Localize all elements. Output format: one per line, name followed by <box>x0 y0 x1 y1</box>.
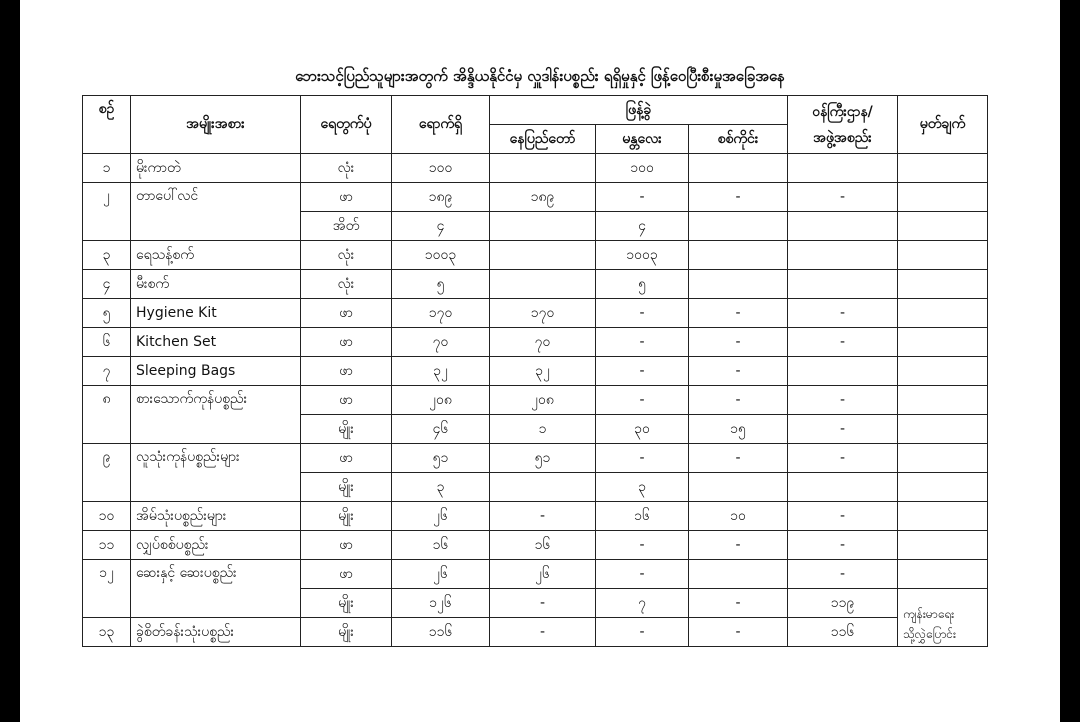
cell-ministry <box>788 241 898 270</box>
cell-ministry <box>788 357 898 386</box>
cell-remark <box>898 415 988 444</box>
cell-no: ၃ <box>83 241 131 270</box>
cell-ministry <box>788 212 898 241</box>
cell-received: ၄ <box>392 212 490 241</box>
cell-unit: မျိုး <box>301 473 392 502</box>
cell-ministry: ၁၁၉ <box>788 589 898 618</box>
cell-no: ၂ <box>83 183 131 241</box>
cell-no: ၉ <box>83 444 131 502</box>
cell-sagaing <box>689 241 788 270</box>
table-row <box>83 357 988 386</box>
cell-mandalay: ၃ <box>596 473 689 502</box>
cell-remark <box>898 183 988 212</box>
cell-no: ၁၃ <box>83 618 131 647</box>
cell-received: ၁၈၉ <box>392 183 490 212</box>
cell-no: ၁၀ <box>83 502 131 531</box>
cell-received: ၄၆ <box>392 415 490 444</box>
cell-remark <box>898 357 988 386</box>
cell-ministry: ၁၁၆ <box>788 618 898 647</box>
table-row <box>83 270 988 299</box>
cell-sagaing: - <box>689 357 788 386</box>
cell-unit: အိတ် <box>301 212 392 241</box>
cell-unit: ဖာ <box>301 444 392 473</box>
cell-ministry <box>788 270 898 299</box>
cell-received: ၃ <box>392 473 490 502</box>
cell-remark <box>898 444 988 473</box>
cell-item: အိမ်သုံးပစ္စည်းများ <box>131 502 301 531</box>
cell-item: မိုးကာတဲ <box>131 154 301 183</box>
document-title: ဘေးသင့်ပြည်သူများအတွက် အိန္ဒိယနိုင်ငံမှ လှူဒါန်းပစ္စည်း ရရှိမှုနှင့် ဖြန့်ဝေပြီးစီးမှုအခြေအနေ <box>295 67 785 85</box>
cell-naypyitaw: ၁၇၀ <box>490 299 596 328</box>
header-remarks: မှတ်ချက် <box>898 96 988 154</box>
cell-unit: ဖာ <box>301 560 392 589</box>
cell-unit: ဖာ <box>301 357 392 386</box>
cell-naypyitaw <box>490 241 596 270</box>
cell-naypyitaw: ၇၀ <box>490 328 596 357</box>
cell-received: ၁၆ <box>392 531 490 560</box>
cell-mandalay: ၁၆ <box>596 502 689 531</box>
cell-mandalay: - <box>596 299 689 328</box>
cell-sagaing: - <box>689 531 788 560</box>
cell-naypyitaw <box>490 473 596 502</box>
cell-ministry: - <box>788 560 898 589</box>
cell-ministry: - <box>788 299 898 328</box>
cell-sagaing: - <box>689 386 788 415</box>
cell-item: တာပေါ်လင် <box>131 183 301 241</box>
cell-sagaing <box>689 154 788 183</box>
cell-ministry: - <box>788 386 898 415</box>
cell-item: ရေသန့်စက် <box>131 241 301 270</box>
cell-mandalay: ၇ <box>596 589 689 618</box>
cell-ministry: - <box>788 531 898 560</box>
cell-naypyitaw: - <box>490 502 596 531</box>
cell-naypyitaw: ၂၆ <box>490 560 596 589</box>
cell-sagaing <box>689 560 788 589</box>
cell-remark <box>898 502 988 531</box>
remark-line2: သို့လွှဲပြောင်း <box>903 627 957 641</box>
cell-mandalay: ၄ <box>596 212 689 241</box>
cell-received: ၂၆ <box>392 560 490 589</box>
cell-item: စားသောက်ကုန်ပစ္စည်း <box>131 386 301 444</box>
cell-remark <box>898 270 988 299</box>
cell-naypyitaw <box>490 270 596 299</box>
cell-received: ၁၂၆ <box>392 589 490 618</box>
cell-sagaing <box>689 270 788 299</box>
header-naypyitaw: နေပြည်တော် <box>490 125 596 154</box>
cell-ministry <box>788 154 898 183</box>
cell-unit: ဖာ <box>301 299 392 328</box>
cell-mandalay: - <box>596 444 689 473</box>
cell-sagaing <box>689 473 788 502</box>
cell-mandalay: - <box>596 386 689 415</box>
cell-received: ၁၇၀ <box>392 299 490 328</box>
cell-unit: ဖာ <box>301 328 392 357</box>
cell-remark-health-transfer <box>898 589 988 647</box>
header-ministry-line1: ဝန်ကြီးဌာန/ <box>812 103 873 120</box>
cell-remark <box>898 473 988 502</box>
table-row <box>83 183 988 212</box>
cell-received: ၇၀ <box>392 328 490 357</box>
cell-no: ၆ <box>83 328 131 357</box>
cell-item: Kitchen Set <box>131 328 301 357</box>
cell-remark <box>898 386 988 415</box>
header-received: ရောက်ရှိ <box>392 96 490 154</box>
cell-ministry: - <box>788 328 898 357</box>
cell-no: ၈ <box>83 386 131 444</box>
cell-sagaing: - <box>689 589 788 618</box>
cell-unit: ဖာ <box>301 531 392 560</box>
cell-received: ၅၁ <box>392 444 490 473</box>
distribution-table <box>82 95 988 647</box>
cell-item: ဆေးနှင့် ဆေးပစ္စည်း <box>131 560 301 618</box>
cell-naypyitaw: ၁၈၉ <box>490 183 596 212</box>
cell-received: ၁၀၀ <box>392 154 490 183</box>
cell-unit: လုံး <box>301 241 392 270</box>
header-sagaing: စစ်ကိုင်း <box>689 125 788 154</box>
table-row <box>83 560 988 589</box>
cell-sagaing: ၁၅ <box>689 415 788 444</box>
cell-no: ၇ <box>83 357 131 386</box>
cell-item: Sleeping Bags <box>131 357 301 386</box>
table-row <box>83 502 988 531</box>
cell-naypyitaw: ၁ <box>490 415 596 444</box>
cell-mandalay: ၁၀၀ <box>596 154 689 183</box>
cell-mandalay: - <box>596 618 689 647</box>
cell-unit: ဖာ <box>301 386 392 415</box>
table-row <box>83 444 988 473</box>
table-row <box>83 328 988 357</box>
cell-ministry <box>788 473 898 502</box>
cell-unit: မျိုး <box>301 618 392 647</box>
cell-ministry: - <box>788 415 898 444</box>
cell-received: ၂၀၈ <box>392 386 490 415</box>
cell-unit: မျိုး <box>301 502 392 531</box>
cell-sagaing: ၁၀ <box>689 502 788 531</box>
cell-naypyitaw: ၁၆ <box>490 531 596 560</box>
table-row <box>83 241 988 270</box>
header-no: စဉ် <box>83 96 131 154</box>
cell-mandalay: - <box>596 560 689 589</box>
header-mandalay: မန္တလေး <box>596 125 689 154</box>
cell-no: ၁၂ <box>83 560 131 618</box>
cell-no: ၁၁ <box>83 531 131 560</box>
cell-naypyitaw: - <box>490 618 596 647</box>
cell-naypyitaw: ၃၂ <box>490 357 596 386</box>
header-ministry-line2: အဖွဲ့အစည်း <box>813 129 872 146</box>
table-row <box>83 386 988 415</box>
cell-remark <box>898 154 988 183</box>
cell-naypyitaw: - <box>490 589 596 618</box>
cell-sagaing: - <box>689 444 788 473</box>
cell-mandalay: - <box>596 531 689 560</box>
header-ministry <box>788 96 898 154</box>
cell-remark <box>898 328 988 357</box>
cell-remark <box>898 212 988 241</box>
cell-ministry: - <box>788 183 898 212</box>
table-row <box>83 154 988 183</box>
header-distributed: ဖြန့်ခွဲ <box>490 96 788 125</box>
cell-received: ၂၆ <box>392 502 490 531</box>
cell-item: ခွဲစိတ်ခန်းသုံးပစ္စည်း <box>131 618 301 647</box>
cell-ministry: - <box>788 502 898 531</box>
table-row <box>83 531 988 560</box>
cell-ministry: - <box>788 444 898 473</box>
cell-sagaing: - <box>689 618 788 647</box>
cell-naypyitaw <box>490 154 596 183</box>
cell-unit: လုံး <box>301 270 392 299</box>
cell-sagaing: - <box>689 328 788 357</box>
cell-naypyitaw: ၂၀၈ <box>490 386 596 415</box>
right-border <box>1060 0 1080 722</box>
remark-line1: ကျန်းမာရေး <box>903 607 955 621</box>
left-border <box>0 0 20 722</box>
cell-mandalay: ၁၀၀၃ <box>596 241 689 270</box>
cell-unit: ဖာ <box>301 183 392 212</box>
cell-naypyitaw <box>490 212 596 241</box>
table-row <box>83 618 988 647</box>
cell-remark <box>898 531 988 560</box>
cell-item: မီးစက် <box>131 270 301 299</box>
cell-remark <box>898 299 988 328</box>
cell-mandalay: - <box>596 183 689 212</box>
cell-mandalay: ၃၀ <box>596 415 689 444</box>
cell-no: ၄ <box>83 270 131 299</box>
cell-received: ၃၂ <box>392 357 490 386</box>
cell-sagaing: - <box>689 183 788 212</box>
header-item-type: အမျိုးအစား <box>131 96 301 154</box>
cell-naypyitaw: ၅၁ <box>490 444 596 473</box>
cell-mandalay: - <box>596 357 689 386</box>
cell-sagaing <box>689 212 788 241</box>
cell-unit: လုံး <box>301 154 392 183</box>
cell-mandalay: - <box>596 328 689 357</box>
cell-unit: မျိုး <box>301 415 392 444</box>
cell-remark <box>898 560 988 589</box>
cell-item: Hygiene Kit <box>131 299 301 328</box>
cell-item: လူသုံးကုန်ပစ္စည်းများ <box>131 444 301 502</box>
cell-item: လျှပ်စစ်ပစ္စည်း <box>131 531 301 560</box>
cell-unit: မျိုး <box>301 589 392 618</box>
cell-no: ၁ <box>83 154 131 183</box>
cell-received: ၅ <box>392 270 490 299</box>
table-row <box>83 299 988 328</box>
cell-mandalay: ၅ <box>596 270 689 299</box>
header-unit: ရေတွက်ပုံ <box>301 96 392 154</box>
cell-received: ၁၀၀၃ <box>392 241 490 270</box>
cell-sagaing: - <box>689 299 788 328</box>
cell-received: ၁၁၆ <box>392 618 490 647</box>
cell-no: ၅ <box>83 299 131 328</box>
cell-remark <box>898 241 988 270</box>
